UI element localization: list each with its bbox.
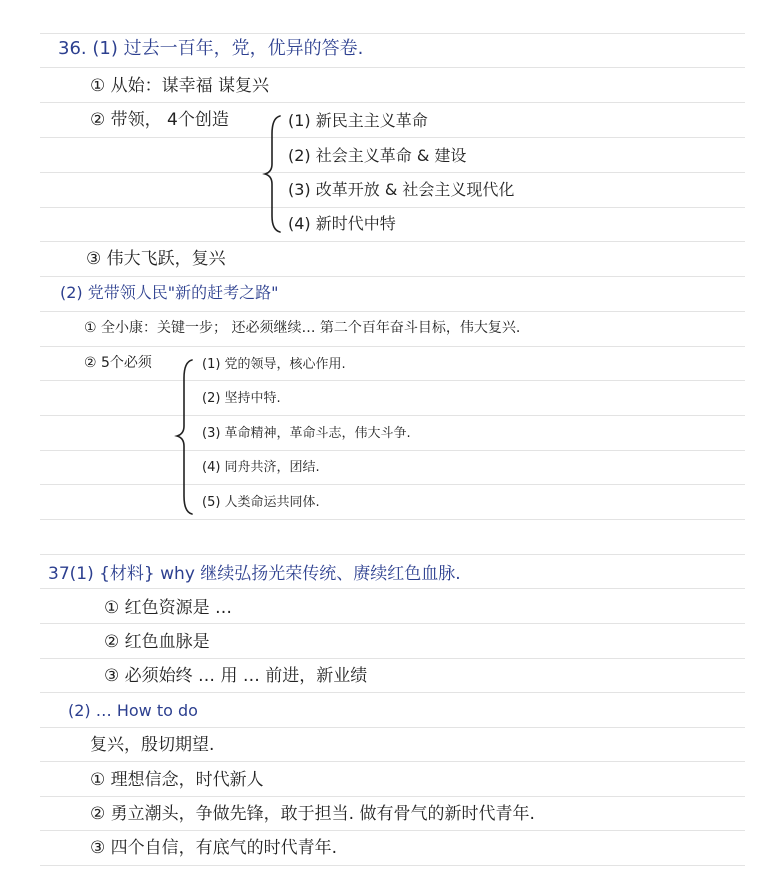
q37-item-2: ② 红色血脉是 bbox=[104, 632, 210, 652]
q37-part-2-item-3: ③ 四个自信，有底气的时代青年. bbox=[90, 838, 338, 858]
q36-item-2-sub-4: (4) 新时代中特 bbox=[288, 214, 396, 233]
q36-item-2-sub-1: (1) 新民主主义革命 bbox=[288, 111, 428, 130]
q36-item-3: ③ 伟大飞跃，复兴 bbox=[86, 249, 226, 269]
q36-part-2-item-1: ① 全小康：关键一步； 还必须继续… 第二个百年奋斗目标，伟大复兴. bbox=[84, 320, 521, 336]
q37-part-2-intro: 复兴，殷切期望. bbox=[90, 735, 215, 755]
q36-part-2-sub-5: (5) 人类命运共同体. bbox=[202, 495, 320, 510]
q36-item-2-lead: ② 带领， 4个创造 bbox=[90, 110, 229, 130]
q37-part-2-item-1: ① 理想信念，时代新人 bbox=[90, 770, 264, 790]
q36-part-2-sub-4: (4) 同舟共济，团结. bbox=[202, 460, 320, 475]
q36-part-2-brace bbox=[174, 356, 196, 516]
q36-part-2-heading: (2) 党带领人民"新的赶考之路" bbox=[60, 283, 279, 302]
q37-heading: 37(1) {材料} why 继续弘扬光荣传统、赓续红色血脉. bbox=[48, 564, 461, 584]
q36-item-2-brace bbox=[262, 112, 284, 234]
q36-part-2-sub-2: (2) 坚持中特. bbox=[202, 391, 281, 406]
q37-item-3: ③ 必须始终 … 用 … 前进，新业绩 bbox=[104, 666, 368, 686]
q37-part-2-heading: (2) … How to do bbox=[68, 701, 198, 720]
q36-part-2-sub-3: (3) 革命精神，革命斗志，伟大斗争. bbox=[202, 426, 411, 441]
q37-item-1: ① 红色资源是 … bbox=[104, 598, 233, 618]
q36-item-2-sub-2: (2) 社会主义革命 & 建设 bbox=[288, 146, 467, 165]
q37-part-2-item-2: ② 勇立潮头，争做先锋，敢于担当. 做有骨气的新时代青年. bbox=[90, 804, 535, 824]
q36-part-2-item-2-lead: ② 5个必须 bbox=[84, 355, 152, 371]
q36-part-2-sub-1: (1) 党的领导，核心作用. bbox=[202, 357, 346, 372]
q36-heading: 36. (1) 过去一百年，党，优异的答卷. bbox=[58, 38, 364, 59]
q36-item-2-sub-3: (3) 改革开放 & 社会主义现代化 bbox=[288, 180, 515, 199]
q36-item-1: ① 从始：谋幸福 谋复兴 bbox=[90, 76, 270, 96]
